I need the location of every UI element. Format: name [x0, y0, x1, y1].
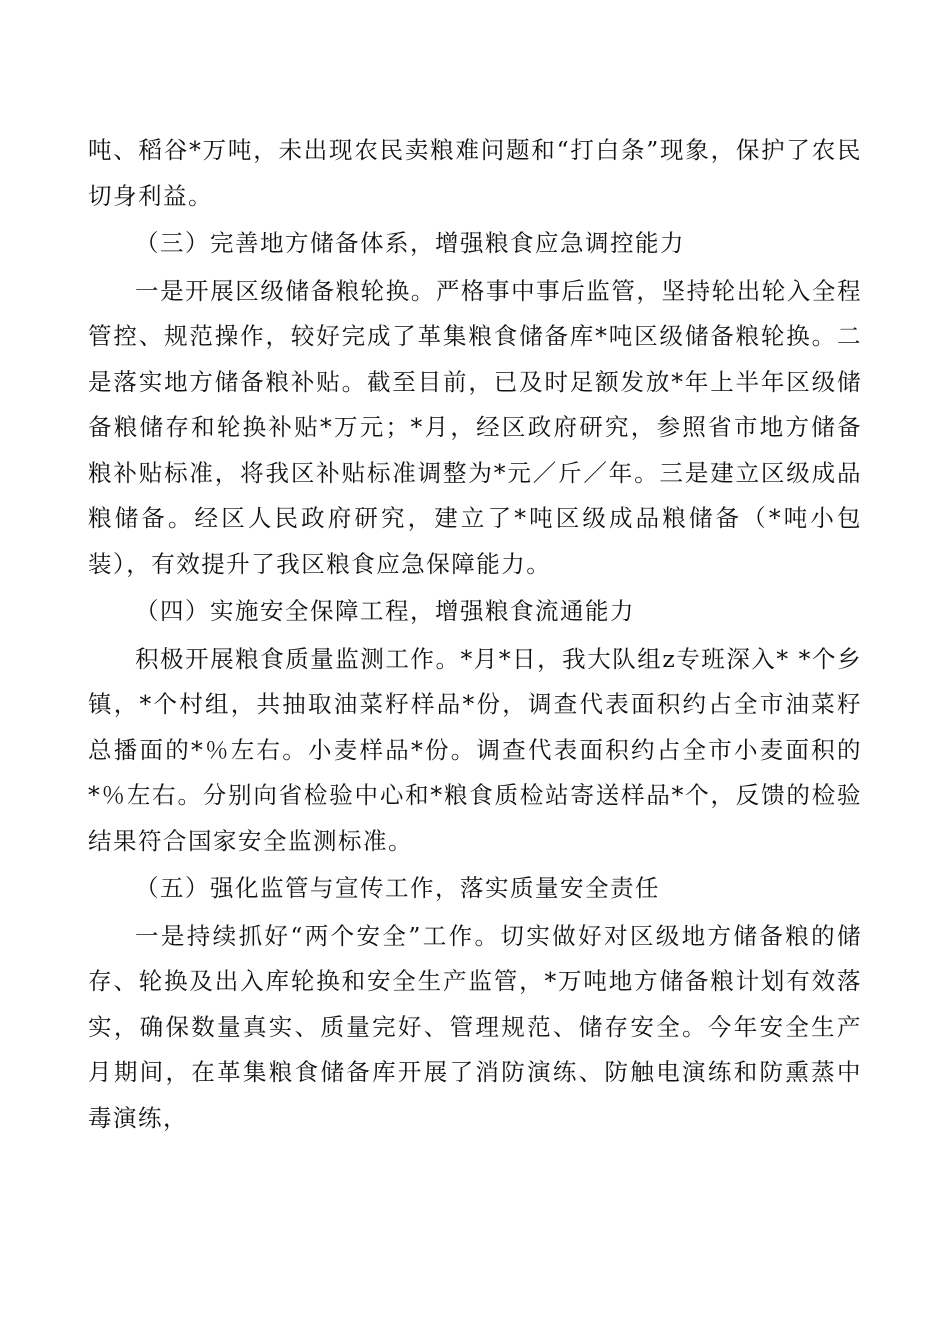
paragraph-supervision: 一是持续抓好“两个安全”工作。切实做好对区级地方储备粮的储存、轮换及出入库轮换和安全生产监管，*万吨地方储备粮计划有效落实，确保数量真实、质量完好、管理规范、储存安全。今年安全生产月期间，在革集粮食储备库开展了消防演练、防触电演练和防熏蒸中毒演练， [88, 921, 862, 1132]
paragraph-reserve-system: 一是开展区级储备粮轮换。严格事中事后监管，坚持轮出轮入全程管控、规范操作，较好完成了革集粮食储备库*吨区级储备粮轮换。二是落实地方储备粮补贴。截至目前，已及时足额发放*年上半年区级储备粮储存和轮换补贴*万元；*月，经区政府研究，参照省市地方储备粮补贴标准，将我区补贴标准调整为*元／斤／年。三是建立区级成品粮储备。经区人民政府研究，建立了*吨区级成品粮储备（*吨小包装），有效提升了我区粮食应急保障能力。 [88, 276, 862, 578]
section-heading-4: （四）实施安全保障工程，增强粮食流通能力 [135, 597, 635, 625]
paragraph-continuation: 吨、稻谷*万吨，未出现农民卖粮难问题和“打白条”现象，保护了农民切身利益。 [88, 136, 862, 210]
section-heading-5: （五）强化监管与宣传工作，落实质量安全责任 [135, 874, 660, 902]
paragraph-quality-monitoring: 积极开展粮食质量监测工作。*月*日，我大队组z专班深入* *个乡镇，*个村组，共抽取油菜籽样品*份，调查代表面积约占全市油菜籽总播面的*％左右。小麦样品*份。调查代表面积约占全市小麦面积的*％左右。分别向省检验中心和*粮食质检站寄送样品*个，反馈的检验结果符合国家安全监测标准。 [88, 644, 862, 855]
section-heading-3: （三）完善地方储备体系，增强粮食应急调控能力 [135, 229, 685, 257]
document-page [88, 128, 862, 1141]
